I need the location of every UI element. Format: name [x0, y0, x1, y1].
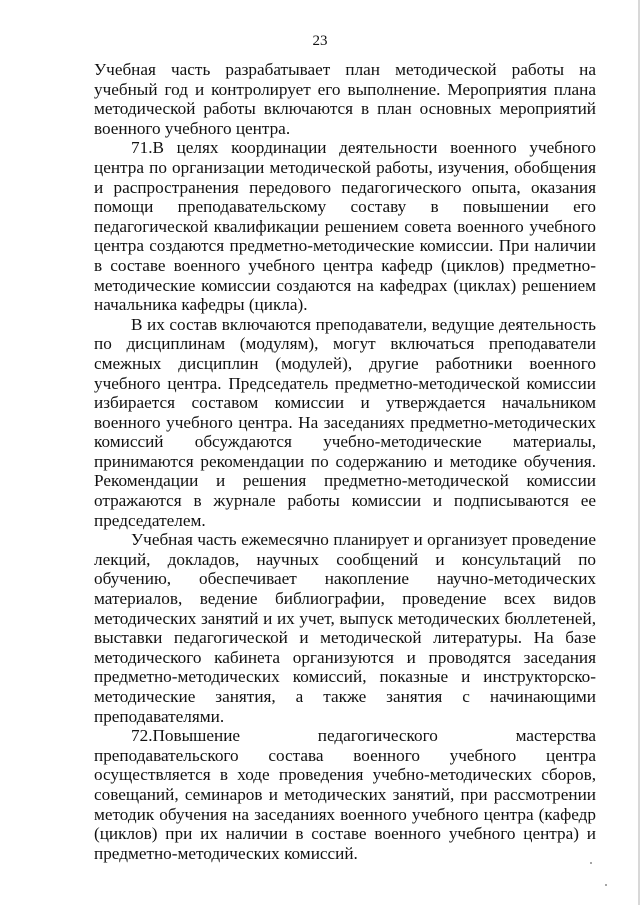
paragraph-3: В их состав включаются преподаватели, ведущие деятельность по дисциплинам (модулям), могут включаться преподаватели смежных дисциплин (модулей), другие работники военного учебного центра. Председатель предметно-методической комиссии избирается составом комиссии и утверждается начальником военного учебного центра. На заседаниях предметно-методических комиссий обсуждаются учебно-методические материалы, принимаются рекомендации по содержанию и методике обучения. Рекомендации и решения предметно-методической комиссии отражаются в журнале работы комиссии и подписываются ее председателем. — [94, 314, 596, 530]
paragraph-5: 72.Повышение педагогического мастерства преподавательского состава военного учебного центра осуществляется в ходе проведения учебно-методических сборов, совещаний, семинаров и методических занятий, при рассмотрении методик обучения на заседаниях военного учебного центра (кафедр (циклов) при их наличии в составе военного учебного центра) и предметно-методических комиссий. — [94, 726, 596, 863]
paragraph-4: Учебная часть ежемесячно планирует и организует проведение лекций, докладов, научных сообщений и консультаций по обучению, обеспечивает накопление научно-методических материалов, ведение библиографии, проведение всех видов методических занятий и их учет, выпуск методических бюллетеней, выставки педагогической и методической литературы. На базе методического кабинета организуются и проводятся заседания предметно-методических комиссий, показные и инструкторско-методические занятия, а также занятия с начинающими преподавателями. — [94, 530, 596, 726]
paragraph-1: Учебная часть разрабатывает план методической работы на учебный год и контролирует его выполнение. Мероприятия плана методической работы включаются в план основных мероприятий военного учебного центра. — [94, 60, 596, 138]
scan-speck — [590, 862, 592, 864]
document-body — [94, 60, 596, 863]
scan-speck — [605, 884, 607, 886]
paragraph-2: 71.В целях координации деятельности военного учебного центра по организации методической работы, изучения, обобщения и распространения передового педагогического опыта, оказания помощи преподавательскому составу в повышении его педагогической квалификации решением совета военного учебного центра создаются предметно-методические комиссии. При наличии в составе военного учебного центра кафедр (циклов) предметно-методические комиссии создаются на кафедрах (циклах) решением начальника кафедры (цикла). — [94, 138, 596, 315]
page-number: 23 — [312, 33, 328, 49]
